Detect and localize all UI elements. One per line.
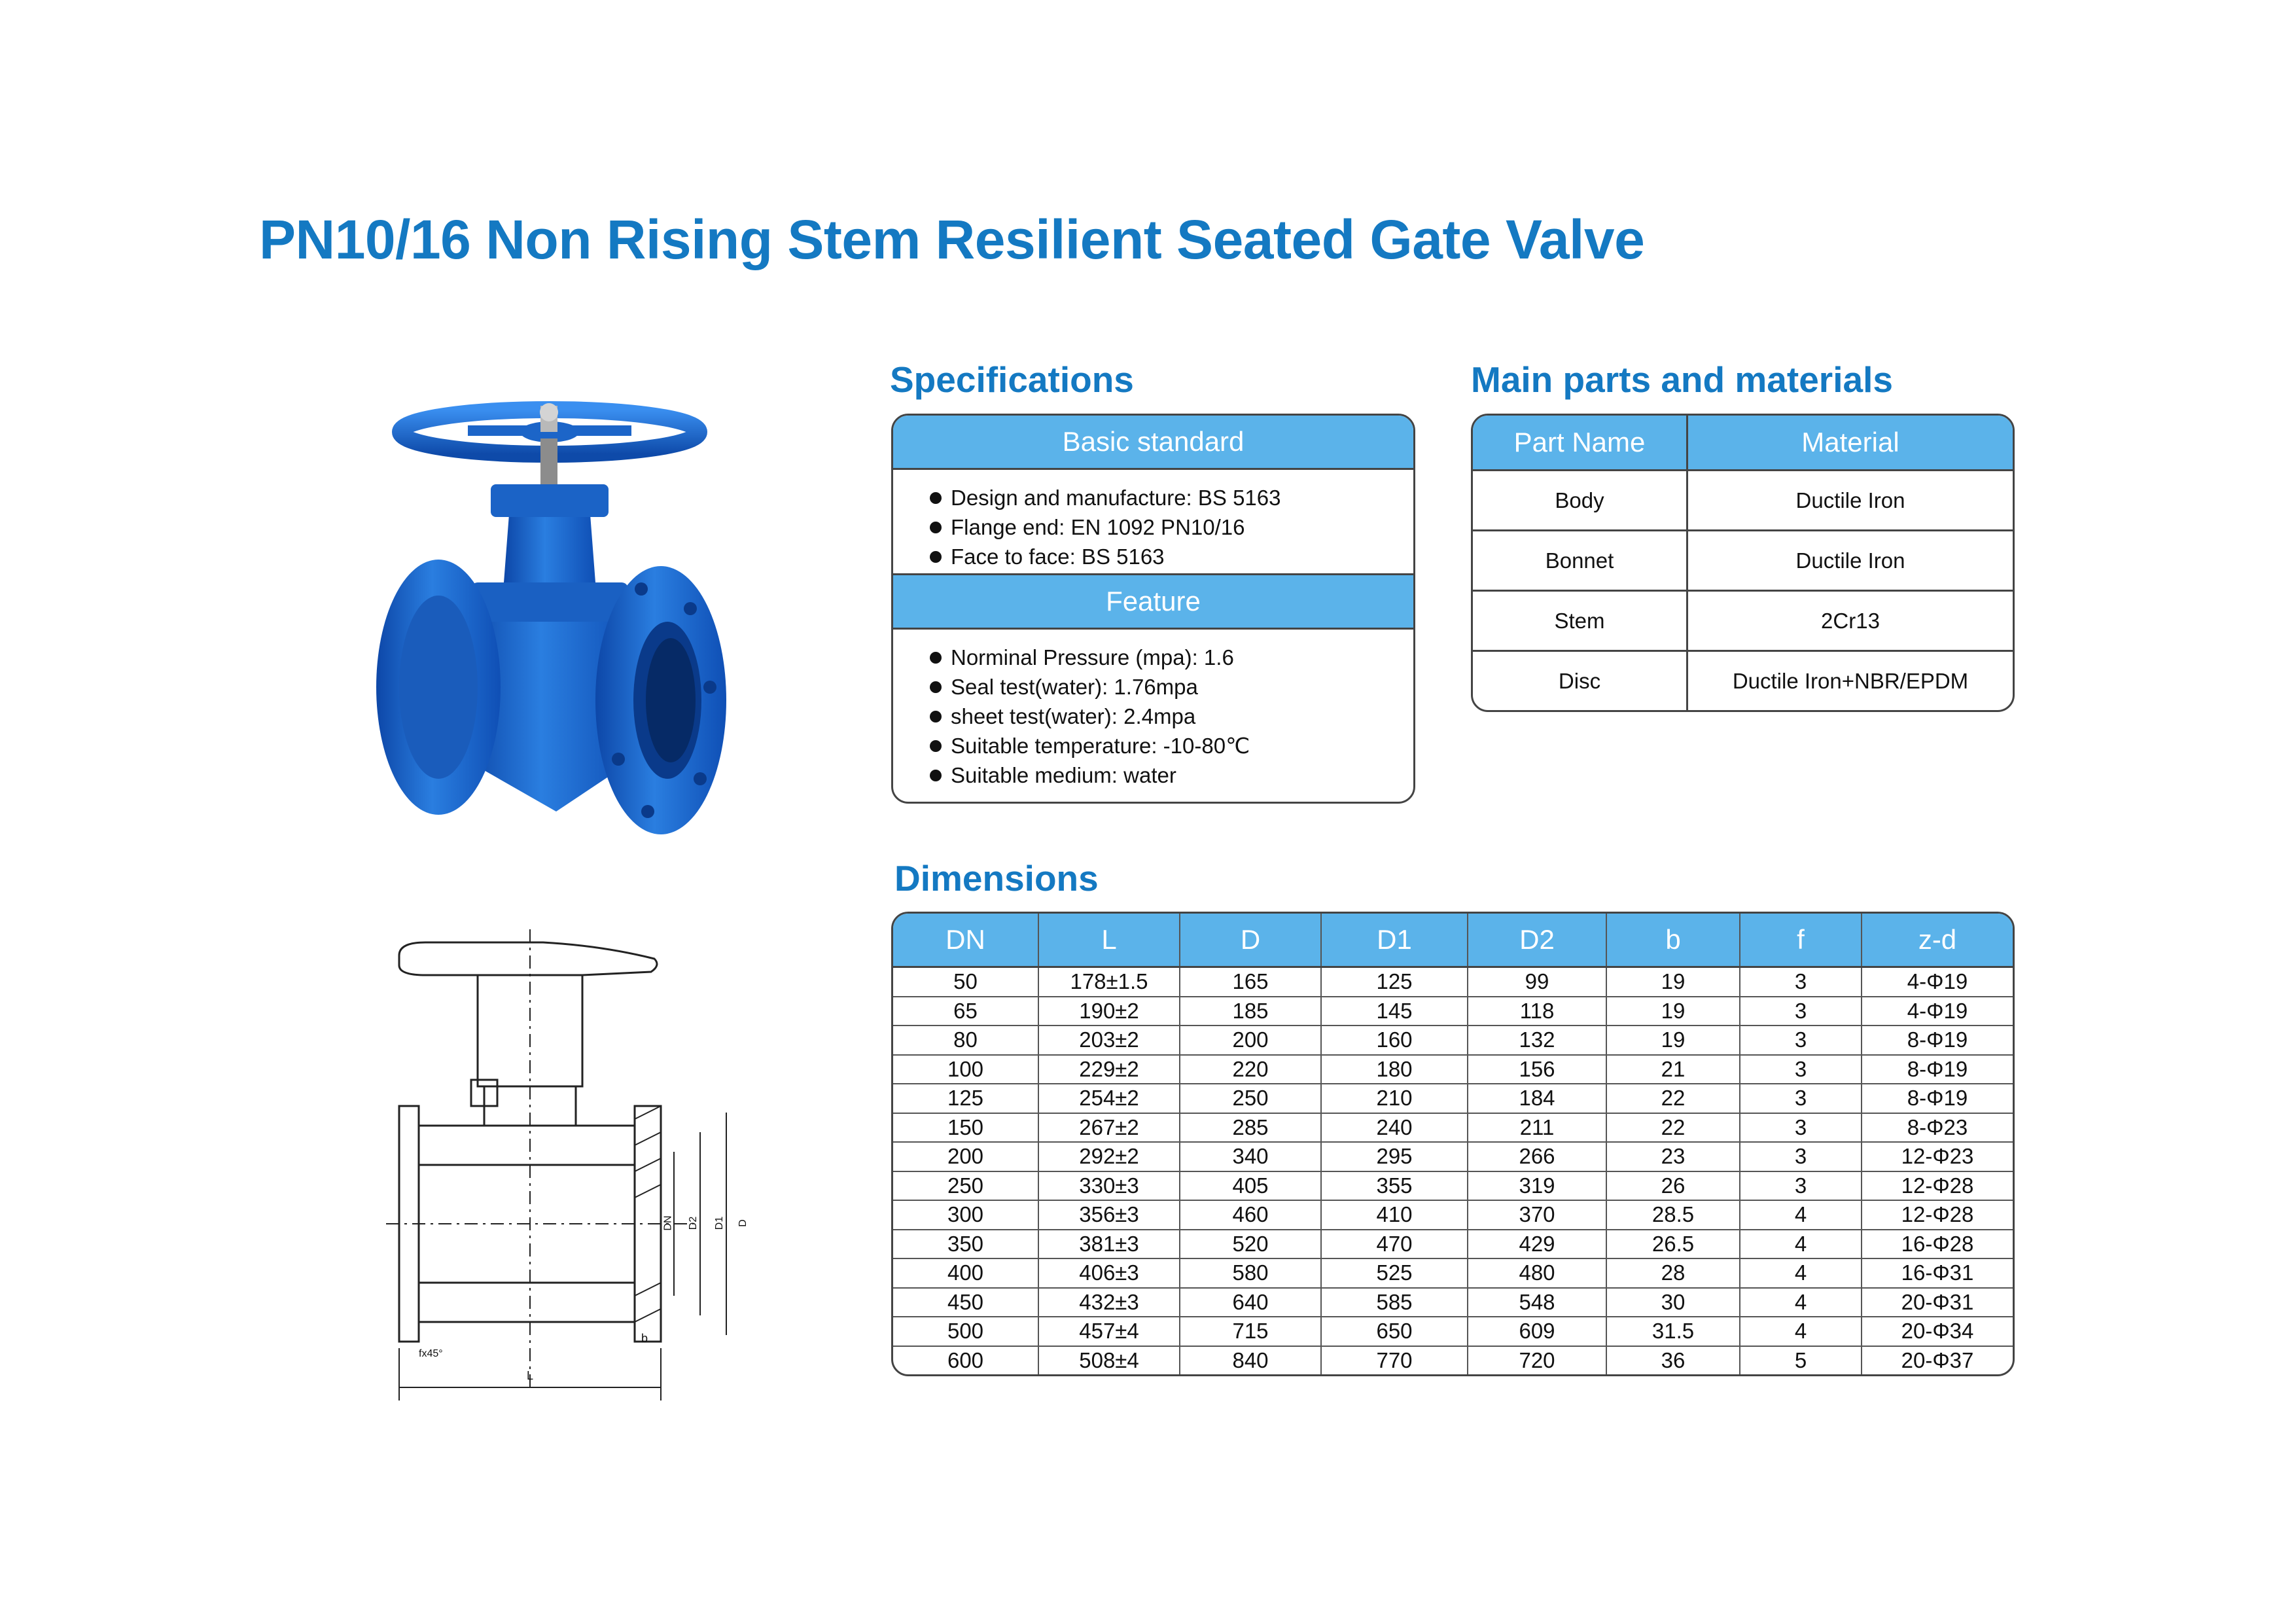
drawing-label-fx45: fx45° — [419, 1348, 443, 1359]
drawing-label-d2: D2 — [688, 1216, 699, 1230]
dimensions-cell: 200 — [1180, 1026, 1321, 1055]
dimensions-cell: 3 — [1740, 1113, 1862, 1143]
dimensions-cell: 355 — [1321, 1171, 1468, 1201]
dimensions-cell: 8-Φ19 — [1862, 1026, 2013, 1055]
dimensions-table — [893, 914, 2013, 1374]
dimensions-heading: Dimensions — [894, 858, 1099, 899]
feature-item: Suitable medium: water — [930, 760, 1413, 790]
dimensions-cell: 22 — [1606, 1084, 1740, 1113]
dimensions-cell: 31.5 — [1606, 1317, 1740, 1346]
specifications-box — [891, 414, 1415, 804]
dimensions-cell: 190±2 — [1038, 997, 1180, 1026]
dimensions-cell: 340 — [1180, 1142, 1321, 1171]
dimensions-cell: 460 — [1180, 1200, 1321, 1230]
dimensions-cell: 3 — [1740, 997, 1862, 1026]
dimensions-cell: 3 — [1740, 967, 1862, 997]
parts-row — [1473, 591, 2013, 651]
dimensions-cell: 28.5 — [1606, 1200, 1740, 1230]
dimensions-cell: 3 — [1740, 1142, 1862, 1171]
dimensions-cell: 178±1.5 — [1038, 967, 1180, 997]
material-cell: Ductile Iron — [1687, 471, 2013, 531]
dimensions-cell: 220 — [1180, 1055, 1321, 1084]
dimensions-cell: 520 — [1180, 1230, 1321, 1259]
material-cell: Ductile Iron — [1687, 531, 2013, 591]
dimensions-cell: 406±3 — [1038, 1258, 1180, 1288]
dimensions-cell: 20-Φ31 — [1862, 1288, 2013, 1317]
dimensions-row — [893, 1288, 2013, 1317]
dimensions-row — [893, 1317, 2013, 1346]
dimensions-cell: 203±2 — [1038, 1026, 1180, 1055]
feature-item: Seal test(water): 1.76mpa — [930, 672, 1413, 702]
dimensions-cell: 125 — [893, 1084, 1038, 1113]
drawing-label-d1: D1 — [714, 1216, 726, 1230]
dimensions-cell: 720 — [1468, 1346, 1606, 1375]
dimensions-cell: 370 — [1468, 1200, 1606, 1230]
dimensions-cell: 4 — [1740, 1230, 1862, 1259]
dimensions-cell: 30 — [1606, 1288, 1740, 1317]
dimensions-cell: 132 — [1468, 1026, 1606, 1055]
dimensions-cell: 65 — [893, 997, 1038, 1026]
dimensions-cell: 3 — [1740, 1055, 1862, 1084]
dimensions-cell: 4 — [1740, 1200, 1862, 1230]
part-name-cell: Body — [1473, 471, 1687, 531]
dimensions-cell: 405 — [1180, 1171, 1321, 1201]
dimensions-cell: 4 — [1740, 1317, 1862, 1346]
dimensions-cell: 770 — [1321, 1346, 1468, 1375]
dimensions-cell: 432±3 — [1038, 1288, 1180, 1317]
dimensions-cell: 525 — [1321, 1258, 1468, 1288]
dimensions-cell: 23 — [1606, 1142, 1740, 1171]
dimensions-cell: 3 — [1740, 1026, 1862, 1055]
dimensions-cell: 548 — [1468, 1288, 1606, 1317]
dimensions-cell: 12-Φ28 — [1862, 1200, 2013, 1230]
dimensions-header-d2: D2 — [1468, 914, 1606, 967]
dimensions-cell: 4-Φ19 — [1862, 997, 2013, 1026]
dimensions-cell: 28 — [1606, 1258, 1740, 1288]
dimensions-cell: 125 — [1321, 967, 1468, 997]
dimensions-cell: 12-Φ23 — [1862, 1142, 2013, 1171]
dimensions-cell: 20-Φ37 — [1901, 1347, 1974, 1372]
dimensions-cell: 8-Φ19 — [1862, 1084, 2013, 1113]
dimensions-cell: 12-Φ28 — [1862, 1171, 2013, 1201]
dimensions-cell: 450 — [893, 1288, 1038, 1317]
dimensions-cell: 319 — [1468, 1171, 1606, 1201]
dimensions-cell: 508±4 — [1038, 1346, 1180, 1375]
valve-photo — [360, 393, 733, 929]
dimensions-cell: 156 — [1468, 1055, 1606, 1084]
dimensions-cell: 3 — [1740, 1171, 1862, 1201]
valve-technical-drawing — [386, 929, 752, 1414]
dimensions-cell: 350 — [893, 1230, 1038, 1259]
part-name-cell: Stem — [1473, 591, 1687, 651]
dimensions-cell: 26 — [1606, 1171, 1740, 1201]
parts-heading: Main parts and materials — [1471, 359, 1893, 400]
dimensions-table-box — [891, 912, 2015, 1376]
dimensions-cell: 21 — [1606, 1055, 1740, 1084]
dimensions-header-d: D — [1180, 914, 1321, 967]
dimensions-row — [893, 997, 2013, 1026]
basic-standard-list — [893, 470, 1413, 573]
dimensions-row — [893, 1142, 2013, 1171]
dimensions-cell: 229±2 — [1038, 1055, 1180, 1084]
dimensions-cell: 3 — [1740, 1084, 1862, 1113]
basic-standard-item: Design and manufacture: BS 5163 — [930, 483, 1413, 512]
drawing-label-d: D — [737, 1219, 749, 1227]
dimensions-cell: 210 — [1321, 1084, 1468, 1113]
dimensions-cell: 118 — [1468, 997, 1606, 1026]
dimensions-cell: 410 — [1321, 1200, 1468, 1230]
dimensions-cell: 16-Φ31 — [1862, 1258, 2013, 1288]
dimensions-header-z-d: z-d — [1862, 914, 2013, 967]
dimensions-row — [893, 967, 2013, 997]
dimensions-cell: 600 — [893, 1346, 1038, 1375]
dimensions-row — [893, 1113, 2013, 1143]
dimensions-cell: 22 — [1606, 1113, 1740, 1143]
dimensions-row — [893, 1346, 2013, 1375]
feature-header: Feature — [893, 573, 1413, 630]
dimensions-cell: 99 — [1468, 967, 1606, 997]
dimensions-cell: 36 — [1606, 1346, 1740, 1375]
dimensions-cell: 145 — [1321, 997, 1468, 1026]
part-name-cell: Disc — [1473, 651, 1687, 711]
dimensions-row — [893, 1084, 2013, 1113]
dimensions-cell: 470 — [1321, 1230, 1468, 1259]
parts-header-material: Material — [1687, 416, 2013, 471]
dimensions-row — [893, 1200, 2013, 1230]
dimensions-cell: 292±2 — [1038, 1142, 1180, 1171]
dimensions-cell: 80 — [893, 1026, 1038, 1055]
dimensions-cell: 4 — [1740, 1258, 1862, 1288]
dimensions-row — [893, 1055, 2013, 1084]
dimensions-row — [893, 1258, 2013, 1288]
dimensions-cell: 180 — [1321, 1055, 1468, 1084]
dimensions-cell: 211 — [1468, 1113, 1606, 1143]
dimensions-cell: 480 — [1468, 1258, 1606, 1288]
parts-table — [1473, 416, 2013, 710]
dimensions-cell: 266 — [1468, 1142, 1606, 1171]
basic-standard-item: Face to face: BS 5163 — [930, 542, 1413, 571]
dimensions-cell: 184 — [1468, 1084, 1606, 1113]
dimensions-cell: 5 — [1740, 1346, 1862, 1375]
dimensions-cell: 254±2 — [1038, 1084, 1180, 1113]
dimensions-cell: 400 — [893, 1258, 1038, 1288]
dimensions-cell: 381±3 — [1038, 1230, 1180, 1259]
dimensions-cell: 580 — [1180, 1258, 1321, 1288]
parts-header-part-name: Part Name — [1473, 416, 1687, 471]
dimensions-cell: 240 — [1321, 1113, 1468, 1143]
feature-item: Norminal Pressure (mpa): 1.6 — [930, 643, 1413, 672]
dimensions-row — [893, 1230, 2013, 1259]
dimensions-header-d1: D1 — [1321, 914, 1468, 967]
dimensions-cell: 50 — [893, 967, 1038, 997]
dimensions-cell: 185 — [1180, 997, 1321, 1026]
dimensions-cell: 840 — [1180, 1346, 1321, 1375]
dimensions-cell: 295 — [1321, 1142, 1468, 1171]
dimensions-cell: 457±4 — [1038, 1317, 1180, 1346]
material-cell: 2Cr13 — [1687, 591, 2013, 651]
dimensions-cell: 16-Φ28 — [1862, 1230, 2013, 1259]
dimensions-cell: 4-Φ19 — [1862, 967, 2013, 997]
dimensions-cell: 8-Φ23 — [1862, 1113, 2013, 1143]
dimensions-header-l: L — [1038, 914, 1180, 967]
material-cell: Ductile Iron+NBR/EPDM — [1732, 668, 1969, 693]
part-name-cell: Bonnet — [1473, 531, 1687, 591]
dimensions-cell: 100 — [893, 1055, 1038, 1084]
dimensions-cell: 330±3 — [1038, 1171, 1180, 1201]
dimensions-cell: 165 — [1180, 967, 1321, 997]
page-title: PN10/16 Non Rising Stem Resilient Seated Gate Valve — [259, 209, 1645, 270]
dimensions-cell: 429 — [1468, 1230, 1606, 1259]
feature-list — [893, 630, 1413, 790]
dimensions-cell: 150 — [893, 1113, 1038, 1143]
parts-row — [1473, 651, 2013, 711]
dimensions-cell: 4 — [1740, 1288, 1862, 1317]
specifications-heading: Specifications — [890, 359, 1134, 400]
basic-standard-item: Flange end: EN 1092 PN10/16 — [930, 512, 1413, 542]
dimensions-cell: 160 — [1321, 1026, 1468, 1055]
dimensions-cell: 19 — [1606, 1026, 1740, 1055]
dimensions-cell: 585 — [1321, 1288, 1468, 1317]
dimensions-cell: 609 — [1468, 1317, 1606, 1346]
parts-row — [1473, 471, 2013, 531]
dimensions-header-f: f — [1740, 914, 1862, 967]
dimensions-cell: 8-Φ19 — [1862, 1055, 2013, 1084]
dimensions-cell: 356±3 — [1038, 1200, 1180, 1230]
dimensions-cell: 715 — [1180, 1317, 1321, 1346]
dimensions-cell: 19 — [1606, 997, 1740, 1026]
dimensions-cell: 267±2 — [1038, 1113, 1180, 1143]
dimensions-row — [893, 1026, 2013, 1055]
drawing-label-dn: DN — [662, 1215, 674, 1231]
feature-item: sheet test(water): 2.4mpa — [930, 702, 1413, 731]
dimensions-cell: 19 — [1606, 967, 1740, 997]
dimensions-cell: 26.5 — [1606, 1230, 1740, 1259]
parts-row — [1473, 531, 2013, 591]
dimensions-cell: 200 — [893, 1142, 1038, 1171]
dimensions-cell: 285 — [1180, 1113, 1321, 1143]
basic-standard-header: Basic standard — [893, 416, 1413, 470]
drawing-label-l: L — [527, 1369, 534, 1382]
dimensions-cell: 500 — [893, 1317, 1038, 1346]
dimensions-row — [893, 1171, 2013, 1201]
dimensions-cell: 250 — [1180, 1084, 1321, 1113]
dimensions-cell: 20-Φ34 — [1862, 1317, 2013, 1346]
dimensions-header-b: b — [1606, 914, 1740, 967]
dimensions-cell: 250 — [893, 1171, 1038, 1201]
feature-item: Suitable temperature: -10-80℃ — [930, 731, 1413, 760]
dimensions-header-dn: DN — [893, 914, 1038, 967]
dimensions-cell: 300 — [893, 1200, 1038, 1230]
dimensions-cell: 650 — [1321, 1317, 1468, 1346]
dimensions-cell: 640 — [1180, 1288, 1321, 1317]
drawing-label-b: b — [641, 1332, 648, 1345]
parts-table-box — [1471, 414, 2015, 712]
